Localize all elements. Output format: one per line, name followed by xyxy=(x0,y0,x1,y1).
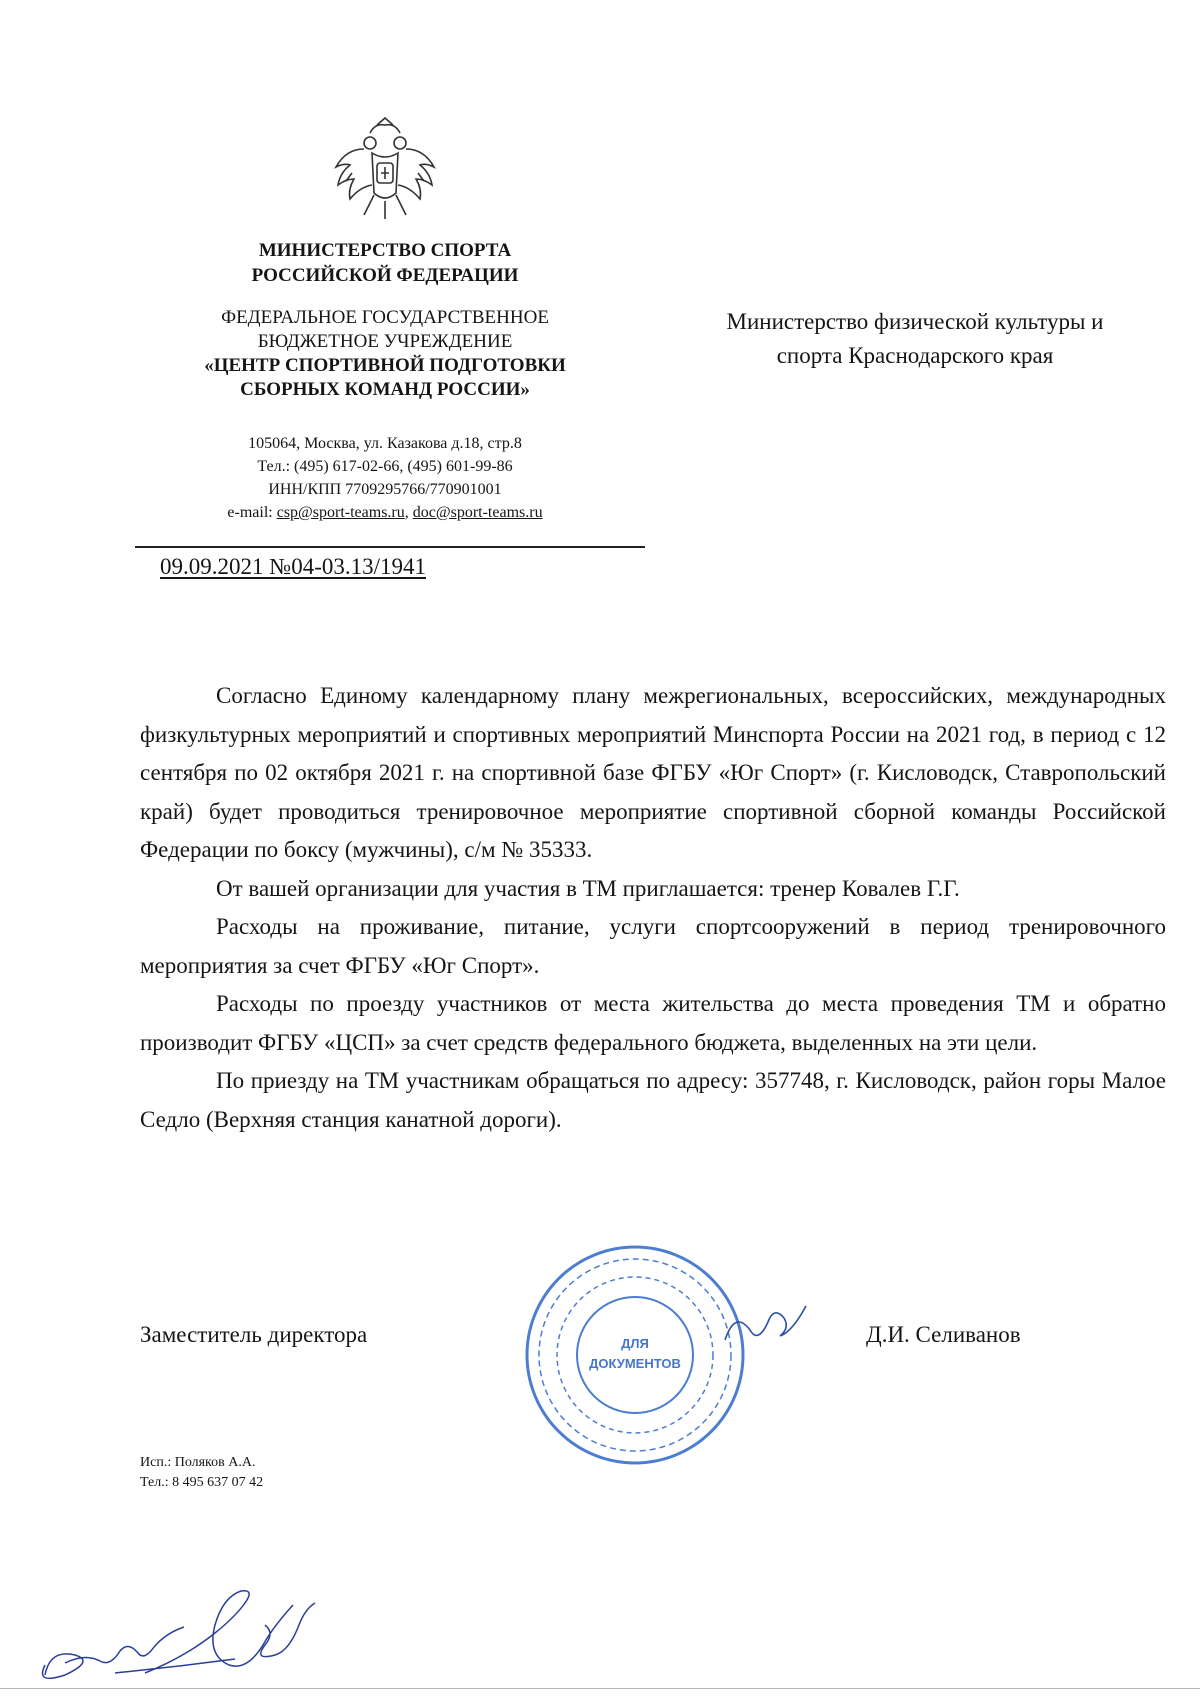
phone-line: Тел.: (495) 617-02-66, (495) 601-99-86 xyxy=(257,458,513,475)
header-divider xyxy=(135,546,645,548)
handwritten-signature xyxy=(25,1555,355,1695)
executor-phone: Тел.: 8 495 637 07 42 xyxy=(140,1475,264,1490)
ministry-line: РОССИЙСКОЙ ФЕДЕРАЦИИ xyxy=(251,265,519,286)
address-line: 105064, Москва, ул. Казакова д.18, стр.8 xyxy=(248,435,522,452)
organization-line: «ЦЕНТР СПОРТИВНОЙ ПОДГОТОВКИ xyxy=(204,355,566,376)
recipient-line: спорта Краснодарского края xyxy=(776,343,1054,368)
organization-line: СБОРНЫХ КОМАНД РОССИИ» xyxy=(240,379,530,400)
email-link-csp[interactable]: csp@sport-teams.ru xyxy=(276,504,405,521)
letter-body xyxy=(140,677,1166,1139)
recipient xyxy=(650,305,1180,373)
body-paragraph: Согласно Единому календарному плану межрегиональных, всероссийских, международных физкультурных мероприятий и спортивных мероприятий Минспорта России на 2021 год, в период с 12 сентября по 02 октября 2021 г. на спортивной базе ФГБУ «Юг Спорт» (г. Кисловодск, Ставропольский край) будет проводиться тренировочное мероприятие спортивной сборной команды Российской Федерации по боксу (мужчины), с/м № 35333. xyxy=(140,683,1166,862)
signatory-name: Д.И. Селиванов xyxy=(866,1322,1021,1347)
body-paragraph: Расходы по проезду участников от места жительства до места проведения ТМ и обратно производит ФГБУ «ЦСП» за счет средств федерального бюджета, выделенных на эти цели. xyxy=(140,991,1166,1055)
page-bottom-edge xyxy=(0,1688,1200,1689)
stamp-text-line: ДЛЯ xyxy=(621,1336,649,1351)
body-paragraph: Расходы на проживание, питание, услуги спортсооружений в период тренировочного мероприятия за счет ФГБУ «Юг Спорт». xyxy=(140,914,1166,978)
recipient-line: Министерство физической культуры и xyxy=(726,309,1104,334)
body-paragraph: От вашей организации для участия в ТМ приглашается: тренер Ковалев Г.Г. xyxy=(216,875,960,901)
executor-name: Исп.: Поляков А.А. xyxy=(140,1455,256,1470)
organization-name xyxy=(150,306,620,402)
official-stamp xyxy=(520,1240,750,1470)
email-link-doc[interactable]: doc@sport-teams.ru xyxy=(412,504,543,521)
email-label: e-mail: xyxy=(227,504,277,521)
email-line xyxy=(150,501,620,524)
body-paragraph: По приезду на ТМ участникам обращаться по адресу: 357748, г. Кисловодск, район горы Малое Седло (Верхняя станция канатной дороги). xyxy=(140,1068,1166,1132)
organization-line: БЮДЖЕТНОЕ УЧРЕЖДЕНИЕ xyxy=(257,331,513,352)
double-headed-eagle-icon xyxy=(330,115,440,230)
inn-kpp-line: ИНН/КПП 7709295766/770901001 xyxy=(268,481,502,498)
signatory-position: Заместитель директора xyxy=(140,1322,368,1347)
ministry-title xyxy=(150,238,620,288)
email-separator: , xyxy=(404,504,413,521)
stamp-text-line: ДОКУМЕНТОВ xyxy=(589,1356,681,1371)
signature-scribble xyxy=(720,1290,810,1360)
organization-contacts xyxy=(150,432,620,524)
document-reference: 09.09.2021 №04-03.13/1941 xyxy=(160,554,426,579)
executor-info xyxy=(140,1453,263,1493)
organization-line: ФЕДЕРАЛЬНОЕ ГОСУДАРСТВЕННОЕ xyxy=(221,307,549,328)
ministry-line: МИНИСТЕРСТВО СПОРТА xyxy=(258,240,512,261)
